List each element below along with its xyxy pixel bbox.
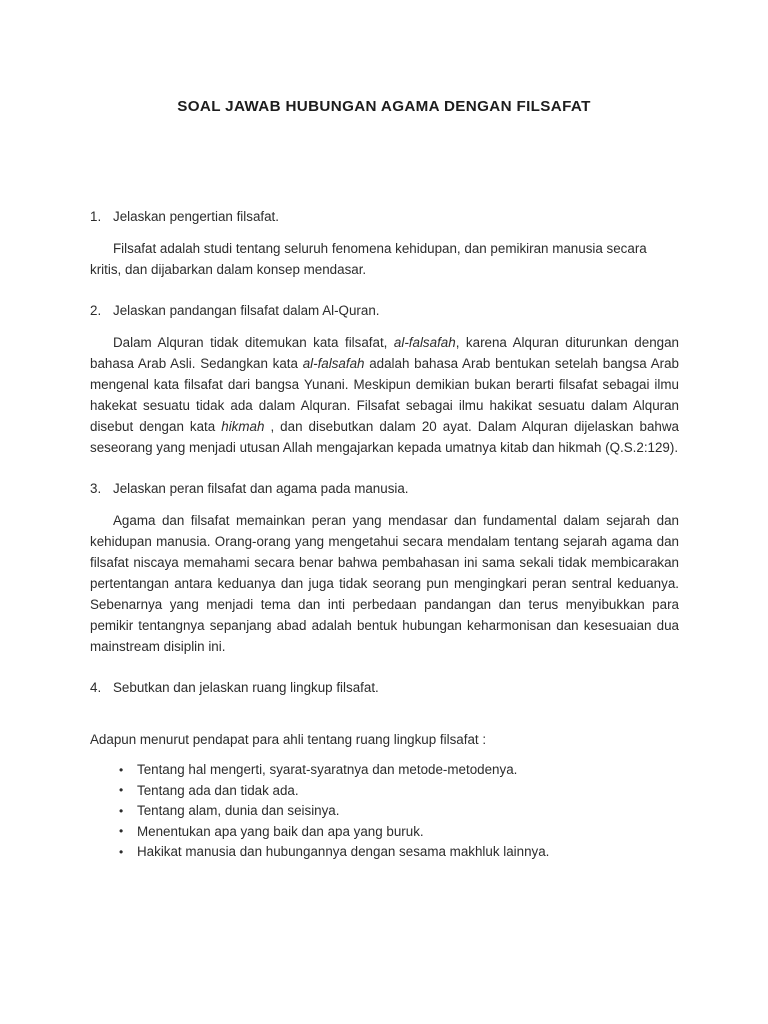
question-text-4: Sebutkan dan jelaskan ruang lingkup filsafat.: [113, 680, 379, 695]
answer-paragraph-2: [90, 332, 679, 458]
list-item: [90, 822, 679, 843]
answer-2-segment-4: , dan disebutkan dalam 20 ayat. Dalam Alquran dijelaskan bahwa seseorang yang menjadi utusan Allah mengajarkan kepada umatnya kitab dan hikmah (Q.S.2:129).: [90, 419, 679, 455]
list-item-label: Tentang alam, dunia dan seisinya.: [137, 803, 340, 818]
question-text-2: Jelaskan pandangan filsafat dalam Al-Quran.: [113, 303, 380, 318]
list-item-label: Hakikat manusia dan hubungannya dengan sesama makhluk lainnya.: [137, 844, 550, 859]
question-number-1: 1.: [90, 209, 102, 224]
spacer: [90, 291, 679, 300]
list-item: [90, 781, 679, 802]
answer-2-segment-2: , karena Alquran diturunkan dengan bahasa Arab Asli. Sedangkan kata: [90, 335, 679, 371]
spacer: [90, 469, 679, 478]
bullet-point-icon: •: [119, 844, 124, 859]
page-title: SOAL JAWAB HUBUNGAN AGAMA DENGAN FILSAFAT: [177, 98, 591, 116]
question-text-3: Jelaskan peran filsafat dan agama pada manusia.: [113, 481, 409, 496]
question-number-3: 3.: [90, 481, 102, 496]
bullet-point-icon: •: [119, 824, 124, 838]
question-number-2: 2.: [90, 303, 102, 318]
answer-2-segment-1: Dalam Alquran tidak ditemukan kata filsafat,: [113, 335, 394, 350]
list-item: [90, 842, 679, 863]
list-item-label: Tentang ada dan tidak ada.: [137, 782, 299, 798]
bullet-point-icon: •: [119, 762, 124, 777]
italic-term-hikmah: hikmah: [221, 419, 265, 434]
question-number-4: 4.: [90, 680, 102, 695]
answer-2-segment-3: adalah bahasa Arab bentukan setelah bangsa Arab mengenal kata filsafat dari bangsa Yunani. Meskipun demikian bukan berarti filsafat sebagai ilmu hakekat sesuatu tidak ada dalam Alquran. Filsafat sebagai ilmu hakikat sesuatu dalam Alquran disebut dengan kata: [90, 356, 679, 434]
italic-term-al-falsafah-1: al-falsafah: [393, 335, 456, 350]
bullet-point-icon: •: [119, 783, 124, 797]
list-item: [90, 760, 679, 781]
scope-bullet-list: [90, 760, 679, 863]
answer-paragraph-3: Agama dan filsafat memainkan peran yang mendasar dan fundamental dalam sejarah dan kehidupan manusia. Orang-orang yang mengetahui secara mendalam tentang sejarah agama dan filsafat niscaya memahami secara benar bahwa pembahasan ini sama sekali tidak membicarakan pertentangan antara keduanya dan juga tidak seorang pun mengingkari peran sentral keduanya. Sebenarnya yang menjadi tema dan inti perbedaan pandangan dan terus menyibukkan para pemikir tentangnya sepanjang abad adalah bentuk hubungan keharmonisan dan kesesuaian dua mainstream disiplin ini.: [90, 513, 679, 654]
list-item: [90, 801, 679, 822]
bullet-list-lead-in: Adapun menurut pendapat para ahli tentang ruang lingkup filsafat :: [90, 732, 487, 747]
list-item-label: Menentukan apa yang baik dan apa yang buruk.: [137, 823, 424, 839]
answer-paragraph-1: Filsafat adalah studi tentang seluruh fenomena kehidupan, dan pemikiran manusia secara kritis, dan dijabarkan dalam konsep mendasar.: [90, 241, 647, 277]
document-body: [90, 206, 679, 863]
question-item-4: [90, 677, 679, 698]
question-item-1: [90, 206, 679, 227]
italic-term-al-falsafah-2: al-falsafah: [302, 356, 365, 371]
spacer: [90, 709, 679, 729]
question-text-1: Jelaskan pengertian filsafat.: [113, 209, 279, 224]
question-item-3: [90, 478, 679, 499]
spacer: [90, 668, 679, 677]
list-item-label: Tentang hal mengerti, syarat-syaratnya dan metode-metodenya.: [137, 762, 518, 777]
question-item-2: [90, 300, 679, 321]
bullet-point-icon: •: [119, 803, 124, 818]
